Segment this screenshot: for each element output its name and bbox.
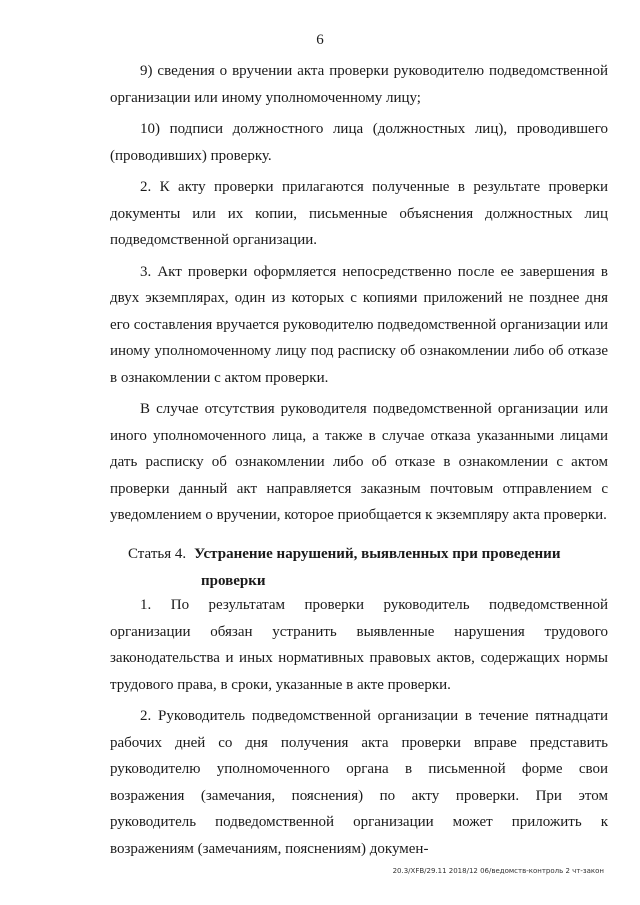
paragraph-item-10: 10) подписи должностного лица (должностных лиц), проводившего (проводивших) проверку. [110, 121, 608, 164]
paragraph-article4-point-1: 1. По результатам проверки руководитель подведомственной организации обязан устранить выявленные нарушения трудового законодательства и иных нормативных правовых актов, содержащих нормы трудового права, в сроки, указанные в акте проверки. [110, 597, 608, 693]
article-title-continued: проверки [201, 572, 266, 589]
article-label: Статья 4. [128, 546, 187, 562]
page-number: 6 [316, 32, 324, 48]
paragraph-article4-point-2: 2. Руководитель подведомственной организации в течение пятнадцати рабочих дней со дня получения акта проверки вправе представить руководителю уполномоченного органа в письменной форме свои возражения (замечания, пояснения) по акту проверки. При этом руководитель подведомственной организации может приложить к возражениям (замечаниям, пояснениям) докумен- [110, 708, 608, 857]
article-title: Устранение нарушений, выявленных при проведении [194, 546, 561, 562]
bottom-text-block [110, 592, 608, 867]
top-text-block [110, 58, 608, 534]
article-heading [128, 541, 608, 594]
paragraph-item-9: 9) сведения о вручении акта проверки руководителю подведомственной организации или иному уполномоченному лицу; [110, 63, 608, 106]
footer-file-note: 20.3/XFB/29.11 2018/12 06/ведомств-контроль 2 чт-закон [392, 867, 604, 875]
paragraph-point-2: 2. К акту проверки прилагаются полученные в результате проверки документы или их копии, письменные объяснения должностных лиц подведомственной организации. [110, 179, 608, 248]
paragraph-absence-case: В случае отсутствия руководителя подведомственной организации или иного уполномоченного лица, а также в случае отказа указанными лицами дать расписку об ознакомлении либо об отказе в ознакомлении с актом проверки данный акт направляется заказным почтовым отправлением с уведомлением о вручении, которое приобщается к экземпляру акта проверки. [110, 401, 608, 523]
paragraph-point-3: 3. Акт проверки оформляется непосредственно после ее завершения в двух экземплярах, один из которых с копиями приложений не позднее дня его составления вручается руководителю подведомственной организации или иному уполномоченному лицу под расписку об ознакомлении либо об отказе в ознакомлении с актом проверки. [110, 263, 608, 386]
